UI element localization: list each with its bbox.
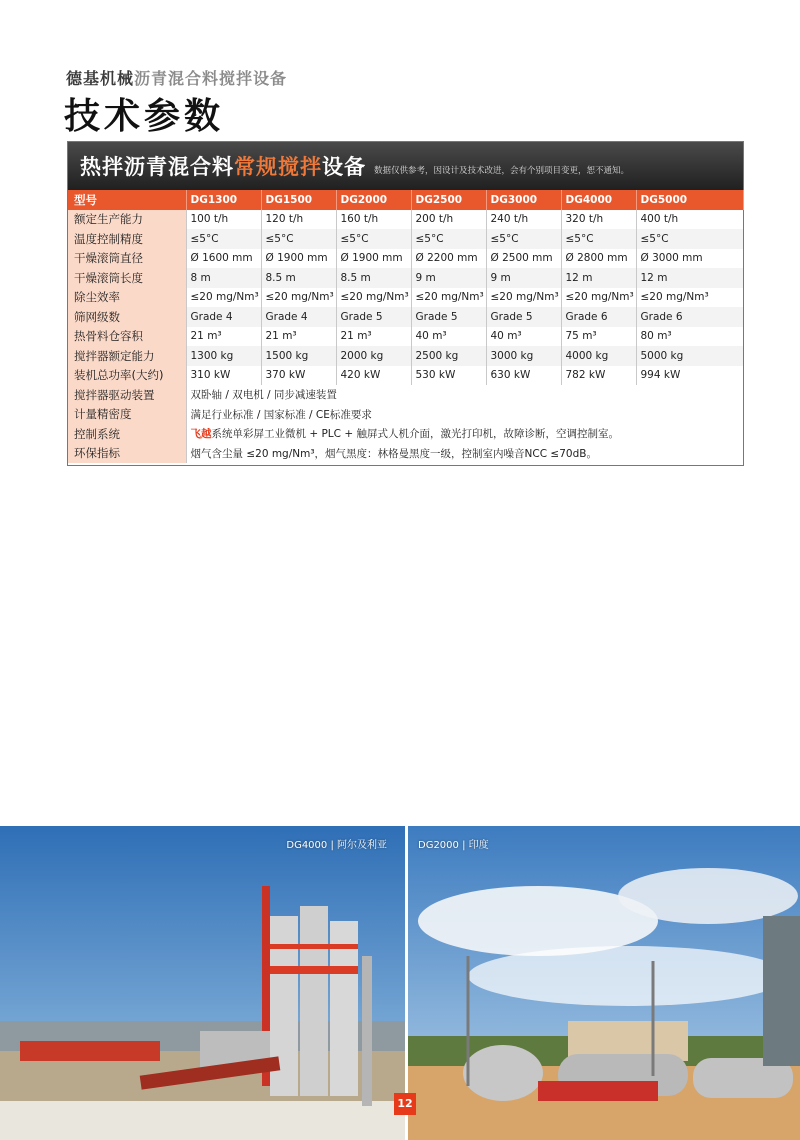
page-title: 技术参数 — [64, 96, 225, 137]
spec-value: 21 m³ — [186, 327, 261, 347]
spec-value: ≤20 mg/Nm³ — [336, 288, 411, 308]
spec-row — [68, 268, 743, 288]
spec-value: 12 m — [561, 268, 636, 288]
spec-row — [68, 346, 743, 366]
spec-value: 782 kW — [561, 366, 636, 386]
spec-label: 干燥滚筒长度 — [68, 268, 186, 288]
spec-row — [68, 327, 743, 347]
spec-wide-row — [68, 385, 743, 405]
spec-value: 21 m³ — [261, 327, 336, 347]
spec-label: 除尘效率 — [68, 288, 186, 308]
brand-name: 德基机械 — [66, 69, 135, 88]
spec-value: ≤5°C — [336, 229, 411, 249]
spec-value: 80 m³ — [636, 327, 743, 347]
spec-value: 12 m — [636, 268, 743, 288]
spec-row — [68, 229, 743, 249]
spec-value: Ø 1900 mm — [261, 249, 336, 269]
spec-label: 环保指标 — [68, 444, 186, 464]
plant-photo-left — [0, 826, 405, 1140]
spec-table-header — [68, 142, 743, 190]
spec-value: ≤5°C — [636, 229, 743, 249]
spec-value: ≤20 mg/Nm³ — [486, 288, 561, 308]
spec-value: 370 kW — [261, 366, 336, 386]
spec-value: 420 kW — [336, 366, 411, 386]
spec-label: 控制系统 — [68, 424, 186, 444]
photo-caption-left: DG4000 | 阿尔及利亚 — [286, 840, 387, 851]
spec-row — [68, 307, 743, 327]
spec-value: 3000 kg — [486, 346, 561, 366]
spec-value: 530 kW — [411, 366, 486, 386]
spec-value: ≤5°C — [561, 229, 636, 249]
spec-value: ≤20 mg/Nm³ — [261, 288, 336, 308]
spec-value: 75 m³ — [561, 327, 636, 347]
spec-value: 320 t/h — [561, 210, 636, 230]
spec-value: Grade 6 — [561, 307, 636, 327]
photo-caption-right: DG2000 | 印度 — [418, 840, 489, 851]
spec-value: Grade 4 — [186, 307, 261, 327]
spec-value: 2500 kg — [411, 346, 486, 366]
model-cell: DG2500 — [411, 190, 486, 210]
spec-wide-text: 烟气含尘量 ≤20 mg/Nm³，烟气黑度：林格曼黑度一级，控制室内噪音NCC ≤70dB。 — [190, 447, 597, 460]
spec-label: 装机总功率(大约) — [68, 366, 186, 386]
spec-wide-text: 系统单彩屏工业微机 + PLC + 触屏式人机介面，激光打印机，故障诊断，空调控制室。 — [211, 428, 619, 441]
spec-value: ≤5°C — [261, 229, 336, 249]
spec-value: 310 kW — [186, 366, 261, 386]
spec-row — [68, 366, 743, 386]
spec-value: 40 m³ — [486, 327, 561, 347]
spec-value: 994 kW — [636, 366, 743, 386]
spec-label: 温度控制精度 — [68, 229, 186, 249]
plant-photo-right — [408, 826, 800, 1140]
spec-wide-row — [68, 405, 743, 425]
spec-value: 8.5 m — [336, 268, 411, 288]
spec-value: Grade 5 — [411, 307, 486, 327]
model-row — [68, 190, 743, 210]
spec-value: ≤5°C — [411, 229, 486, 249]
model-cell: DG2000 — [336, 190, 411, 210]
spec-value: 630 kW — [486, 366, 561, 386]
spec-value: Ø 1600 mm — [186, 249, 261, 269]
spec-table-note: 数据仅供参考，因设计及技术改进，会有个别项目变更，恕不通知。 — [374, 166, 630, 176]
spec-value: 2000 kg — [336, 346, 411, 366]
model-cell: DG3000 — [486, 190, 561, 210]
spec-value: 9 m — [411, 268, 486, 288]
spec-value: 240 t/h — [486, 210, 561, 230]
spec-value: 1300 kg — [186, 346, 261, 366]
title-part-3: 设备 — [322, 155, 366, 179]
spec-label: 额定生产能力 — [68, 210, 186, 230]
spec-value: Ø 2800 mm — [561, 249, 636, 269]
spec-row — [68, 288, 743, 308]
spec-value: 200 t/h — [411, 210, 486, 230]
photo-dg4000-algeria — [0, 826, 405, 1140]
title-part-1: 热拌沥青混合料 — [80, 155, 234, 179]
model-cell: DG1300 — [186, 190, 261, 210]
model-cell: DG4000 — [561, 190, 636, 210]
spec-value: 120 t/h — [261, 210, 336, 230]
spec-wide-value — [186, 385, 743, 405]
spec-value: 100 t/h — [186, 210, 261, 230]
model-cell: DG1500 — [261, 190, 336, 210]
spec-value: ≤20 mg/Nm³ — [636, 288, 743, 308]
spec-label: 计量精密度 — [68, 405, 186, 425]
spec-wide-value — [186, 405, 743, 425]
spec-label: 干燥滚筒直径 — [68, 249, 186, 269]
model-cell: DG5000 — [636, 190, 743, 210]
spec-table-panel — [67, 141, 744, 466]
spec-value: Ø 3000 mm — [636, 249, 743, 269]
spec-label: 筛网级数 — [68, 307, 186, 327]
spec-value: 1500 kg — [261, 346, 336, 366]
spec-value: 160 t/h — [336, 210, 411, 230]
spec-label: 热骨料仓容积 — [68, 327, 186, 347]
brand-highlight: 飞越 — [190, 428, 212, 441]
spec-value: Grade 5 — [336, 307, 411, 327]
spec-value: ≤5°C — [486, 229, 561, 249]
spec-wide-text: 满足行业标准 / 国家标准 / CE标准要求 — [190, 408, 372, 421]
spec-label: 搅拌器驱动装置 — [68, 385, 186, 405]
spec-table — [68, 190, 744, 463]
spec-table-title — [80, 151, 366, 181]
spec-value: 9 m — [486, 268, 561, 288]
spec-value: Ø 2200 mm — [411, 249, 486, 269]
spec-wide-value — [186, 444, 743, 464]
spec-wide-text: 双卧轴 / 双电机 / 同步减速装置 — [190, 389, 337, 402]
spec-value: 8 m — [186, 268, 261, 288]
model-label: 型号 — [68, 190, 186, 210]
spec-value: Grade 4 — [261, 307, 336, 327]
spec-value: ≤20 mg/Nm³ — [411, 288, 486, 308]
spec-label: 搅拌器额定能力 — [68, 346, 186, 366]
spec-value: 400 t/h — [636, 210, 743, 230]
spec-row — [68, 210, 743, 230]
spec-value: 8.5 m — [261, 268, 336, 288]
spec-value: Grade 6 — [636, 307, 743, 327]
photo-dg2000-india — [408, 826, 800, 1140]
brand-product: 沥青混合料搅拌设备 — [134, 69, 288, 88]
spec-wide-row — [68, 444, 743, 464]
spec-value: 21 m³ — [336, 327, 411, 347]
spec-wide-row — [68, 424, 743, 444]
spec-value: ≤20 mg/Nm³ — [186, 288, 261, 308]
brand-line — [66, 66, 287, 89]
spec-row — [68, 249, 743, 269]
spec-value: 4000 kg — [561, 346, 636, 366]
title-part-2: 常规搅拌 — [234, 155, 322, 179]
spec-value: Grade 5 — [486, 307, 561, 327]
spec-value: Ø 1900 mm — [336, 249, 411, 269]
page-number: 12 — [394, 1093, 416, 1115]
spec-value: ≤5°C — [186, 229, 261, 249]
spec-value: Ø 2500 mm — [486, 249, 561, 269]
spec-wide-value — [186, 424, 743, 444]
spec-value: ≤20 mg/Nm³ — [561, 288, 636, 308]
spec-value: 40 m³ — [411, 327, 486, 347]
spec-value: 5000 kg — [636, 346, 743, 366]
